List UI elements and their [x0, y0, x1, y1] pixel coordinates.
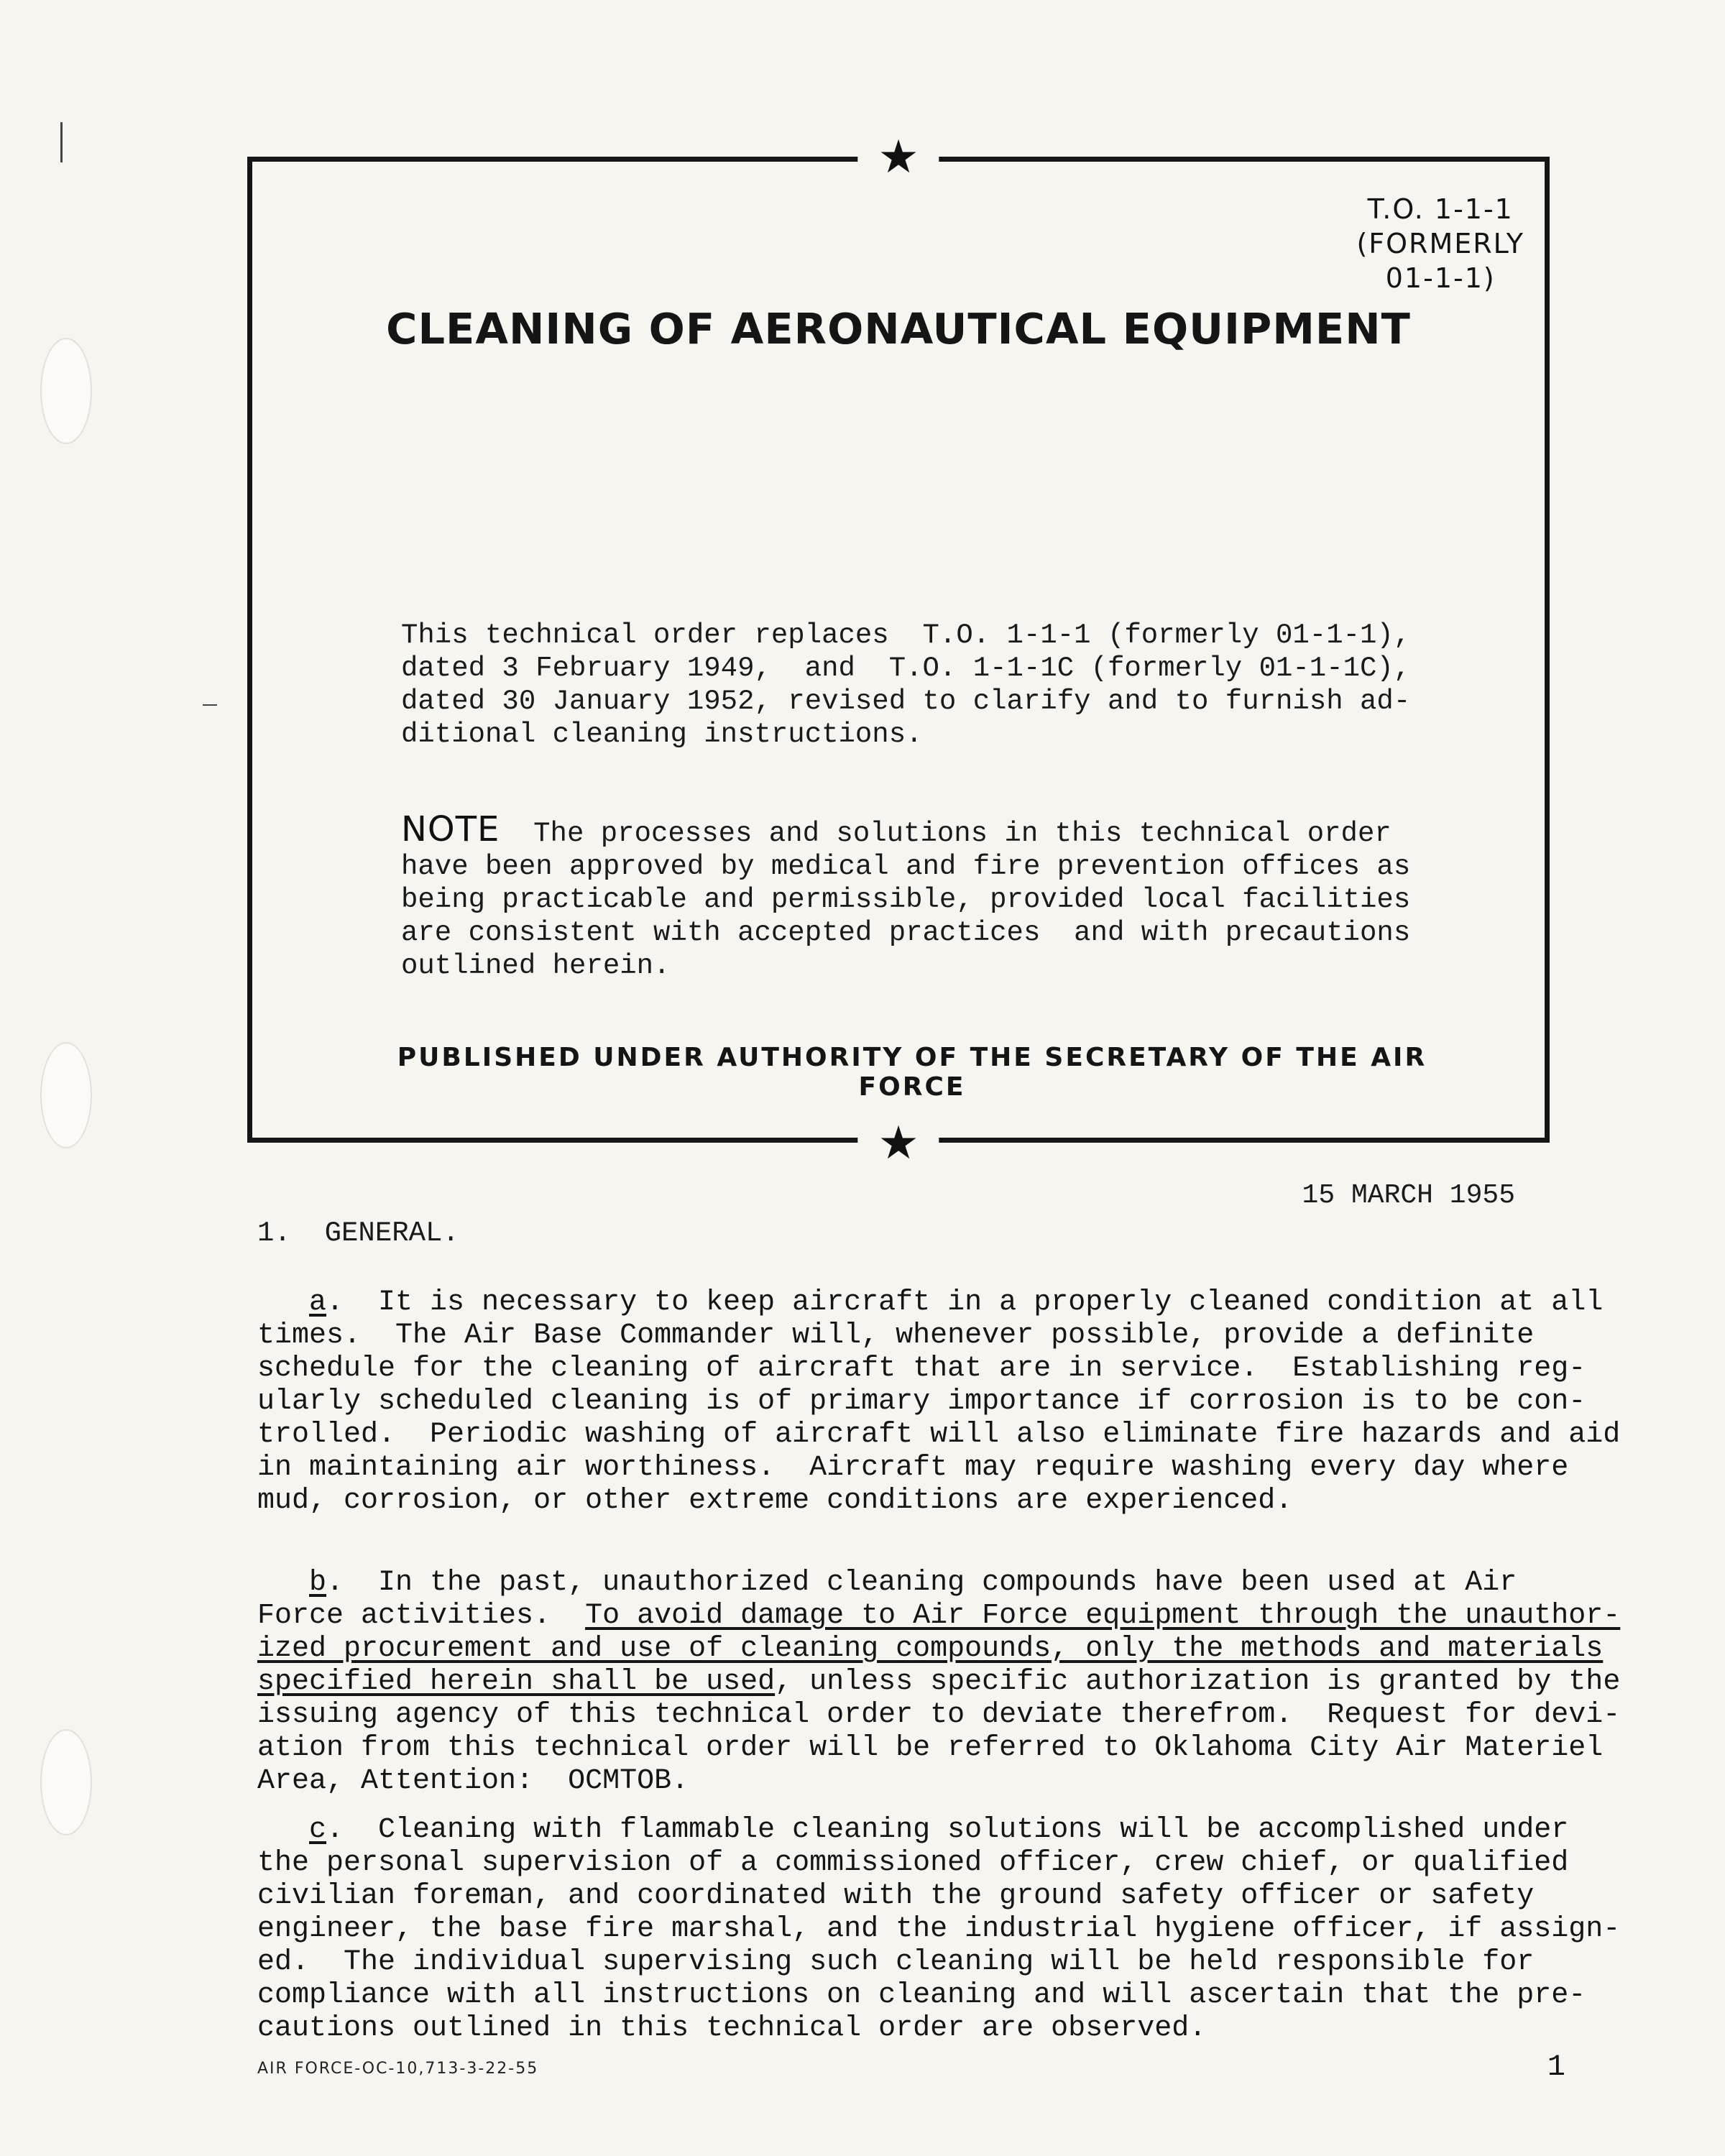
- punch-hole-bottom: [40, 1729, 92, 1835]
- note-first-line: [401, 809, 1450, 850]
- paragraph-first-line: [257, 1814, 1609, 1847]
- authority-statement: PUBLISHED UNDER AUTHORITY OF THE SECRETARY OF THE AIR FORCE: [397, 1043, 1427, 1102]
- paragraph-a: [257, 1286, 1621, 1518]
- paragraph-line: trolled. Periodic washing of aircraft will also eliminate fire hazards and aid: [257, 1419, 1621, 1451]
- paragraph-line: engineer, the base fire marshal, and the industrial hygiene officer, if assign-: [257, 1913, 1621, 1945]
- paragraph-text: . Cleaning with flammable cleaning solutions will be accomplished under: [326, 1814, 1569, 1846]
- paragraph-first-line: [257, 1567, 1609, 1600]
- underlined-text: To avoid damage to Air Force equipment through the unauthor-: [585, 1600, 1621, 1632]
- paragraph-line: mud, corrosion, or other extreme conditions are experienced.: [257, 1485, 1293, 1517]
- paragraph-line: ularly scheduled cleaning is of primary importance if corrosion is to be con-: [257, 1386, 1586, 1418]
- paragraph-line: ed. The individual supervising such cleaning will be held responsible for: [257, 1946, 1535, 1978]
- paragraph-line: issuing agency of this technical order to deviate therefrom. Request for devi-: [257, 1699, 1621, 1731]
- paragraph-line: times. The Air Base Commander will, whenever possible, provide a definite: [257, 1319, 1535, 1352]
- underlined-text: ized procurement and use of cleaning compounds, only the methods and materials: [257, 1633, 1604, 1665]
- paragraph-text: . In the past, unauthorized cleaning compounds have been used at Air: [326, 1567, 1517, 1599]
- note-line: have been approved by medical and fire prevention offices as: [401, 851, 1411, 883]
- paragraph-letter: b: [309, 1567, 327, 1599]
- publication-date: 15 MARCH 1955: [1302, 1180, 1515, 1211]
- document-title: CLEANING OF AERONAUTICAL EQUIPMENT: [386, 304, 1411, 354]
- paragraph-line: Area, Attention: OCMTOB.: [257, 1765, 689, 1797]
- paragraph-line: the personal supervision of a commissioned officer, crew chief, or qualified: [257, 1847, 1569, 1879]
- punch-hole-middle: [40, 1042, 92, 1148]
- star-icon: ★: [857, 134, 939, 180]
- paragraph-text: . It is necessary to keep aircraft in a properly cleaned condition at all: [326, 1286, 1604, 1319]
- print-code: AIR FORCE-OC-10,713-3-22-55: [257, 2060, 539, 2078]
- note-paragraph: [401, 809, 1450, 982]
- to-number: T.O. 1-1-1: [1367, 193, 1514, 225]
- paragraph-line: compliance with all instructions on cleaning and will ascertain that the pre-: [257, 1979, 1586, 2012]
- to-former-number: 01-1-1): [1385, 262, 1496, 294]
- paragraph-c: [257, 1814, 1621, 2045]
- paragraph-letter: a: [309, 1286, 327, 1319]
- paragraph-line: schedule for the cleaning of aircraft that are in service. Establishing reg-: [257, 1353, 1586, 1385]
- paragraph-text: , unless specific authorization is granted by the: [775, 1666, 1621, 1698]
- to-formerly-label: (FORMERLY: [1356, 228, 1524, 259]
- note-label: NOTE: [401, 809, 500, 849]
- paragraph-line: civilian foreman, and coordinated with the ground safety officer or safety: [257, 1880, 1535, 1912]
- scan-mark: [60, 122, 63, 162]
- intro-line: dated 30 January 1952, revised to clarify and to furnish ad-: [401, 686, 1411, 717]
- paragraph-first-line: [257, 1286, 1609, 1319]
- paragraph-line: cautions outlined in this technical order are observed.: [257, 2012, 1207, 2045]
- to-number-block: [1356, 192, 1524, 295]
- paragraph-line: [257, 1666, 1621, 1699]
- underlined-text: specified herein shall be used: [257, 1666, 776, 1698]
- star-icon: ★: [857, 1120, 939, 1166]
- title-frame: [247, 131, 1550, 1170]
- intro-paragraph: [401, 619, 1436, 751]
- intro-line: ditional cleaning instructions.: [401, 719, 923, 750]
- section-heading: 1. GENERAL.: [257, 1217, 459, 1249]
- paragraph-letter: c: [309, 1814, 327, 1846]
- note-text: The processes and solutions in this technical order: [500, 818, 1392, 849]
- paragraph-line: in maintaining air worthiness. Aircraft may require washing every day where: [257, 1452, 1569, 1484]
- intro-line: dated 3 February 1949, and T.O. 1-1-1C (formerly 01-1-1C),: [401, 653, 1411, 684]
- paragraph-line: ation from this technical order will be referred to Oklahoma City Air Materiel: [257, 1732, 1604, 1764]
- scan-mark: [203, 704, 217, 706]
- punch-hole-top: [40, 338, 92, 444]
- paragraph-line: [257, 1633, 1609, 1666]
- paragraph-line: [257, 1600, 1621, 1633]
- intro-line: This technical order replaces T.O. 1-1-1 (formerly 01-1-1),: [401, 619, 1411, 651]
- paragraph-b: [257, 1567, 1621, 1798]
- note-line: outlined herein.: [401, 950, 671, 982]
- page-number: 1: [1547, 2050, 1565, 2084]
- note-line: being practicable and permissible, provided local facilities: [401, 884, 1411, 916]
- paragraph-text: Force activities.: [257, 1600, 586, 1632]
- note-line: are consistent with accepted practices and with precautions: [401, 917, 1411, 949]
